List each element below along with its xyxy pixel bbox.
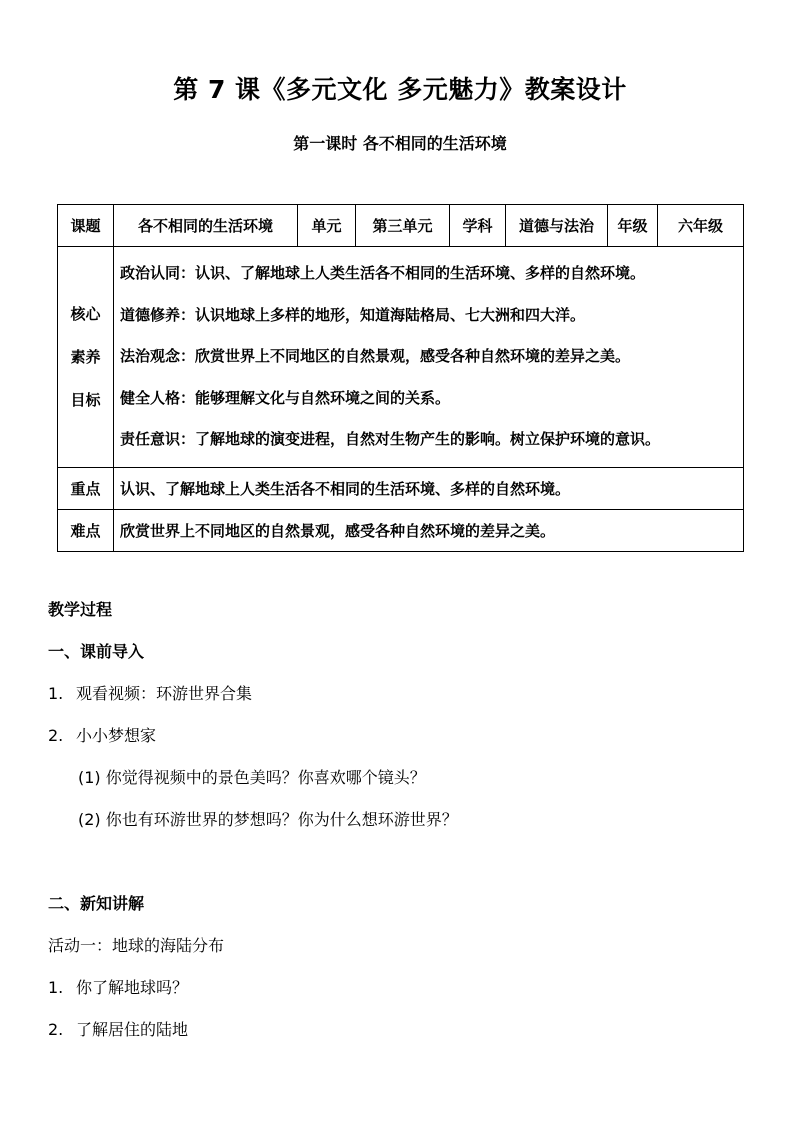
- list-number: 2.: [48, 1020, 64, 1039]
- list-number: 1.: [48, 684, 64, 703]
- goal-personality: 健全人格：能够理解文化与自然环境之间的关系。: [120, 388, 451, 407]
- difficulty-text: 欣赏世界上不同地区的自然景观，感受各种自然环境的差异之美。: [114, 509, 744, 551]
- topic-value: 各不相同的生活环境: [114, 205, 298, 247]
- grade-label: 年级: [608, 205, 658, 247]
- list-item: [48, 1017, 188, 1040]
- list-item: [48, 723, 156, 746]
- list-number: 1.: [48, 978, 64, 997]
- goal-moral: 道德修养：认识地球上多样的地形，知道海陆格局、七大洲和四大洋。: [120, 305, 586, 324]
- sub-question-1: (1) 你觉得视频中的景色美吗？你喜欢哪个镜头？: [78, 768, 426, 787]
- key-point-row: [58, 467, 744, 509]
- process-heading: 教学过程: [48, 600, 113, 619]
- list-text: 小小梦想家: [76, 726, 157, 745]
- goals-row: [58, 247, 744, 468]
- subject-label: 学科: [450, 205, 506, 247]
- section1-heading: 一、课前导入: [48, 642, 145, 661]
- list-item: [48, 975, 188, 998]
- list-text: 你了解地球吗？: [76, 978, 189, 997]
- document-subtitle: 第一课时 各不相同的生活环境: [293, 134, 507, 153]
- unit-value: 第三单元: [356, 205, 450, 247]
- goal-political: 政治认同：认识、了解地球上人类生活各不相同的生活环境、多样的自然环境。: [120, 264, 646, 282]
- lesson-info-table: [57, 204, 744, 552]
- goal-law: 法治观念：欣赏世界上不同地区的自然景观，感受各种自然环境的差异之美。: [120, 347, 631, 365]
- section2-heading: 二、新知讲解: [48, 894, 145, 913]
- key-point-label: 重点: [58, 467, 114, 509]
- unit-label: 单元: [298, 205, 356, 247]
- goals-label-3: 目标: [70, 391, 101, 410]
- key-point-text: 认识、了解地球上人类生活各不相同的生活环境、多样的自然环境。: [114, 467, 744, 509]
- document-title: 第 7 课《多元文化 多元魅力》教案设计: [173, 75, 627, 104]
- list-item: [48, 681, 252, 704]
- goals-label-1: 核心: [70, 305, 101, 324]
- activity-title: 活动一：地球的海陆分布: [48, 936, 225, 955]
- goals-label-2: 素养: [70, 348, 101, 367]
- sub-question-2: (2) 你也有环游世界的梦想吗？你为什么想环游世界？: [78, 810, 458, 829]
- list-text: 了解居住的陆地: [76, 1020, 189, 1039]
- goals-label-cell: [58, 247, 114, 468]
- difficulty-row: [58, 509, 744, 551]
- subject-value: 道德与法治: [506, 205, 608, 247]
- topic-label: 课题: [58, 205, 114, 247]
- table-header-row: [58, 205, 744, 247]
- grade-value: 六年级: [658, 205, 744, 247]
- difficulty-label: 难点: [58, 509, 114, 551]
- goal-responsibility: 责任意识：了解地球的演变进程，自然对生物产生的影响。树立保护环境的意识。: [120, 430, 661, 448]
- goals-cell: [114, 247, 744, 468]
- list-text: 观看视频：环游世界合集: [76, 684, 253, 703]
- list-number: 2.: [48, 726, 64, 745]
